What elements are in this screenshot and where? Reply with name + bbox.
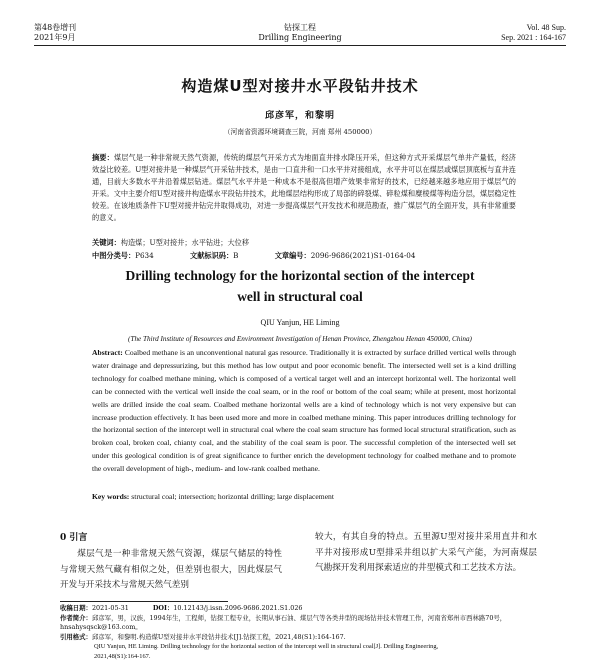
received-date: 2021-05-31: [91, 604, 129, 612]
doi-value: 10.12143/j.issn.2096-9686.2021.S1.026: [173, 604, 303, 612]
keywords-cn: [92, 237, 516, 249]
body-right-column: 较大，有其自身的特点。五里源U型对接井采用直井和水平井对接形成U型排采井组以扩大采气产能，为河南煤层气勘探开发利用探索适应的井型模式和工艺技术方法。: [315, 532, 537, 574]
page-range: Sep. 2021 : 164-167: [501, 33, 566, 42]
header-center: [200, 23, 400, 43]
title-en-line1: Drilling technology for the horizontal section of the intercept: [125, 268, 475, 283]
header-right: [501, 23, 566, 43]
abstract-cn-label: 摘要：: [92, 153, 114, 162]
clc-value: P634: [135, 251, 154, 260]
citation-en-line2: 2021,48(S1):164-167.: [94, 652, 151, 660]
journal-name-cn: 钻探工程: [284, 23, 316, 32]
abstract-en-label: Abstract:: [92, 348, 123, 357]
volume-en: Vol. 48 Sup.: [526, 23, 566, 32]
authors-en: QIU Yanjun, HE Liming: [260, 318, 340, 327]
article-number-value: 2096-9686(2021)S1-0164-04: [310, 251, 416, 260]
received-label: 收稿日期：: [60, 604, 92, 612]
title-en: [40, 268, 560, 305]
keywords-en: [92, 491, 516, 504]
author-bio-label: 作者简介：: [60, 613, 92, 622]
keywords-en-label: Key words:: [92, 492, 130, 501]
title-en-line2: well in structural coal: [237, 289, 363, 304]
keywords-cn-text: 构造煤；U型对接井；水平钻进；大位移: [120, 238, 250, 247]
journal-name-en: Drilling Engineering: [258, 33, 342, 42]
abstract-en: [92, 347, 516, 476]
citation-label: 引用格式：: [60, 632, 92, 641]
title-cn: 构造煤U型对接井水平段钻井技术: [181, 77, 419, 95]
author-bio: [60, 614, 540, 633]
classification-cn: [92, 250, 516, 262]
abstract-cn-text: 煤层气是一种非常规天然气资源，传统的煤层气开采方式为地面直井排水降压开采，但这种方式开采煤层气单井产量低，经济效益比较差。U型对接井是一种煤层气开采钻井技术，是由一口直井和一口水平井对接组成，水平井可以在煤层或煤层顶底板与直井连通，目前大多数水平井沿着煤层钻进。煤层气水平井是一种成本不是很高但增产效果非常好的技术，已经越来越多地应用于煤层气的开采。文中主要介绍U型对接井构造煤水平段钻井技术，此地煤层结构形成了局部的碎裂煤、碎粒煤和糜棱煤等构造分层，煤层稳定性较差。在该地质条件下U型对接井钻完井取得成功，对进一步提高煤层气开发技术和规范勘查，推广煤层气的全面开发，具有非常重要的意义。: [92, 153, 516, 222]
citation-cn-text: 邱彦军，和黎明.构造煤U型对接井水平段钻井技术[J].钻探工程，2021,48(S1):164-167.: [91, 632, 346, 641]
footnotes: [60, 604, 540, 662]
author-bio-text: 邱彦军，男，汉族，1994年生，工程师，钻探工程专业，长期从事石油、煤层气等各类井型的现场钻井技术管理工作，河南省郑州市西林路70号，hnsahysqsck@163.com。: [60, 613, 507, 632]
header-left: [34, 23, 76, 43]
authors-cn: 邱彦军，和黎明: [264, 111, 335, 121]
publication-date: 2021年9月: [34, 33, 76, 42]
doc-code-label: 文献标识码：: [190, 251, 234, 260]
clc-label: 中图分类号：: [92, 251, 136, 260]
keywords-en-text: structural coal; intersection; horizontal drilling; large displacement: [131, 492, 334, 501]
article-number-label: 文章编号：: [274, 251, 311, 260]
body-left-column: 煤层气是一种非常规天然气资源，煤层气储层的特性与常规天然气藏有相似之处，但差别也很大，因此煤层气开发与开采技术与常规天然气差别: [60, 549, 282, 591]
volume-issue: 第48卷增刊: [34, 23, 77, 32]
footnote-rule: [60, 601, 228, 602]
affiliation-en: (The Third Institute of Resources and Environment Investigation of Henan Province, Zhengzhou Henan 450000, China): [128, 335, 472, 343]
received-line: [60, 604, 540, 614]
citation-en-line1: QIU Yanjun, HE Liming. Drilling technology for the horizontal section of the intercept well in structural coal[J]. Drilling Engineering,: [94, 643, 439, 651]
doi-label: DOI：: [152, 604, 174, 612]
section-heading: 0 引言: [60, 533, 88, 543]
affiliation-cn: （河南省资源环境调查三院，河南 郑州 450000）: [223, 128, 377, 136]
abstract-cn: [92, 152, 516, 224]
doc-code-value: B: [233, 251, 239, 260]
header-rule: [34, 45, 566, 46]
abstract-en-text: Coalbed methane is an unconventional natural gas resource. Traditionally it is extracted by surface drilled vertical wells through water drainage and depressurizing, but this method has low output and poor economic benefit. The intersected well set is a kind drilling technology for coalbed methane mining, which is composed of a vertical target well and an intercept horizontal well. The horizontal well can be connected with the vertical well inside the coal seam, or in the roof or bottom of the coal seam; while at present, most horizontal wells are drilled inside the coal seam. Coalbed methane horizontal wells are a kind of technology which is not very expensive but can increase production effectively. It has been used more and more in coalbed methane mining. This paper introduces drilling technology for the horizontal section of the intercept well in structural coal where the coal seam structure has formed local structural stratification, such as broken coal, broken coal, chianty coal, and the stability of the coal seam is poor. The successful completion of the intersected well set under this geological condition is of great significance to further enrich the development technology for coalbed methane and to promote the overall development of high-, medium- and low-rank coalbed methane.: [92, 348, 516, 474]
keywords-cn-label: 关键词：: [92, 238, 121, 247]
citation-cn: [60, 633, 540, 643]
